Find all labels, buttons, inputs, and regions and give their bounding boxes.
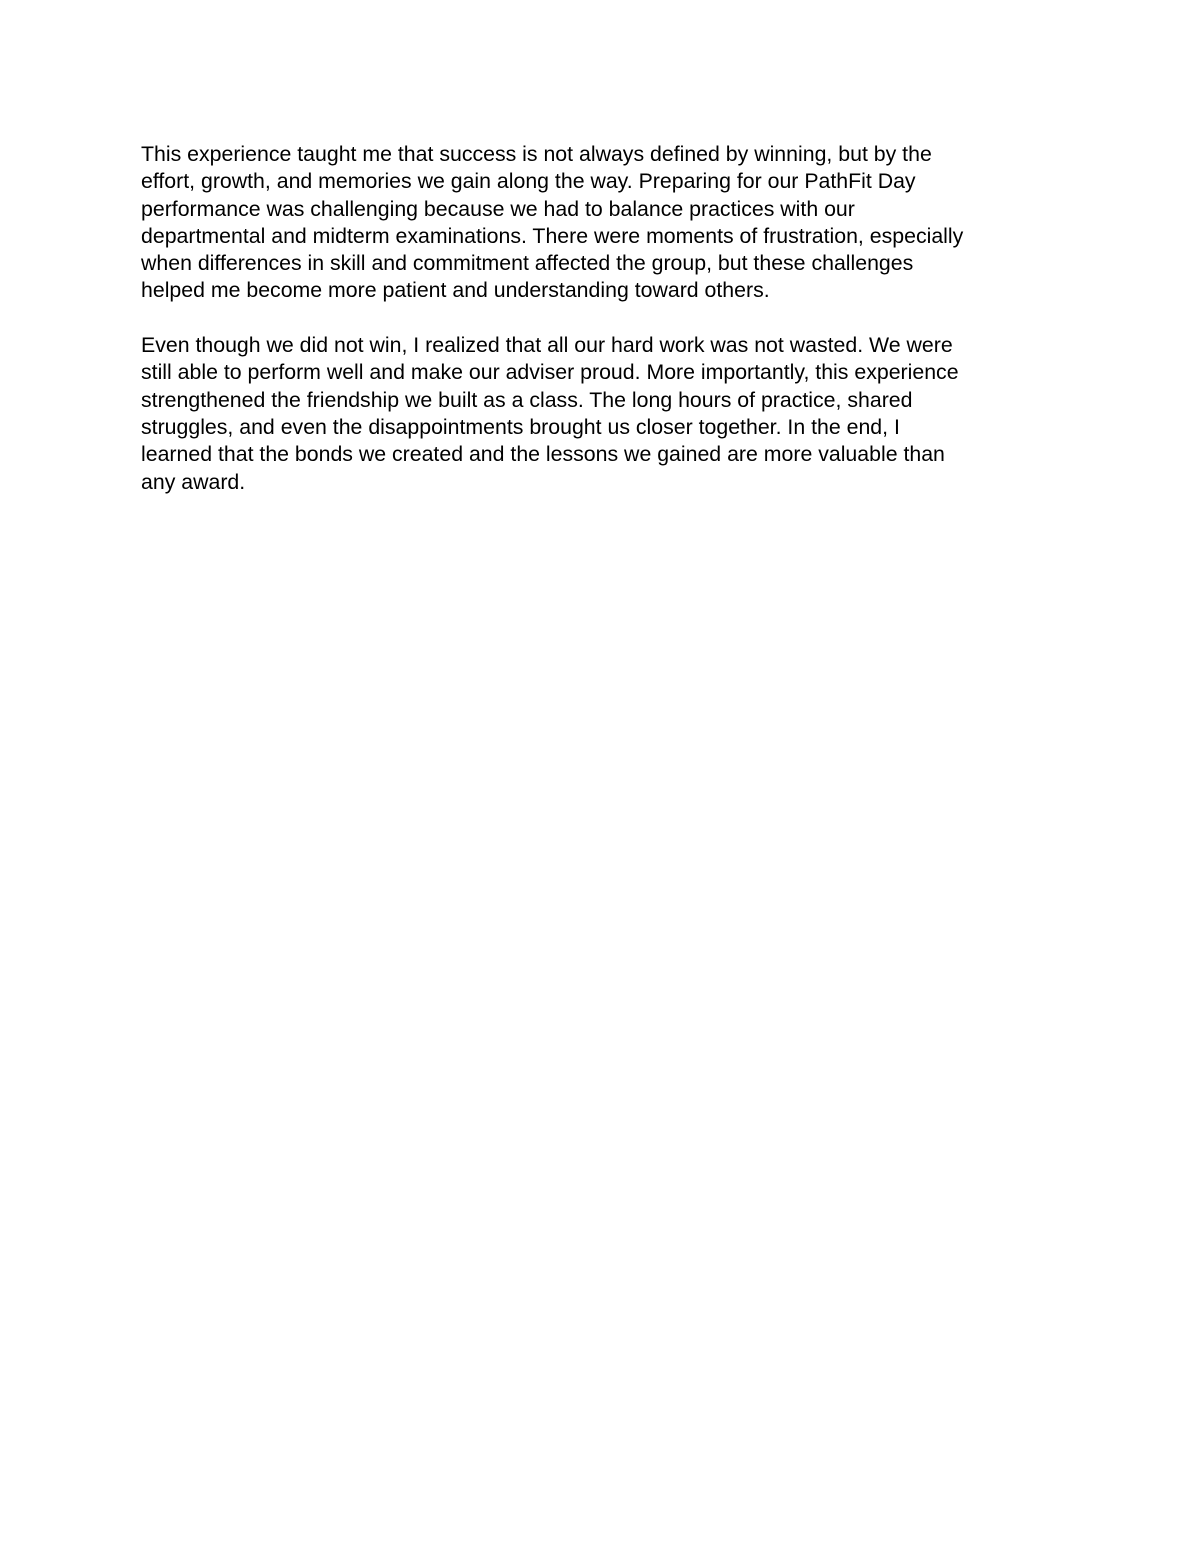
text-line: This experience taught me that success is not always defined by winning, but by the	[141, 142, 932, 166]
text-line: strengthened the friendship we built as a class. The long hours of practice, shared	[141, 387, 913, 412]
text-line: helped me become more patient and understanding toward others.	[141, 278, 770, 303]
document-body	[141, 141, 1071, 496]
text-line: any award.	[141, 469, 246, 494]
text-line: effort, growth, and memories we gain along the way. Preparing for our PathFit Day	[141, 169, 916, 194]
text-line: when differences in skill and commitment affected the group, but these challenges	[141, 251, 914, 276]
text-line: departmental and midterm examinations. There were moments of frustration, especially	[141, 223, 964, 248]
text-line: still able to perform well and make our adviser proud. More importantly, this experience	[141, 360, 959, 385]
paragraph-2	[141, 332, 1071, 496]
text-line: performance was challenging because we had to balance practices with our	[141, 196, 855, 221]
text-line: Even though we did not win, I realized that all our hard work was not wasted. We were	[141, 333, 953, 358]
text-line: struggles, and even the disappointments brought us closer together. In the end, I	[141, 414, 900, 439]
paragraph-1	[141, 141, 1071, 305]
text-line: learned that the bonds we created and the lessons we gained are more valuable than	[141, 442, 945, 467]
